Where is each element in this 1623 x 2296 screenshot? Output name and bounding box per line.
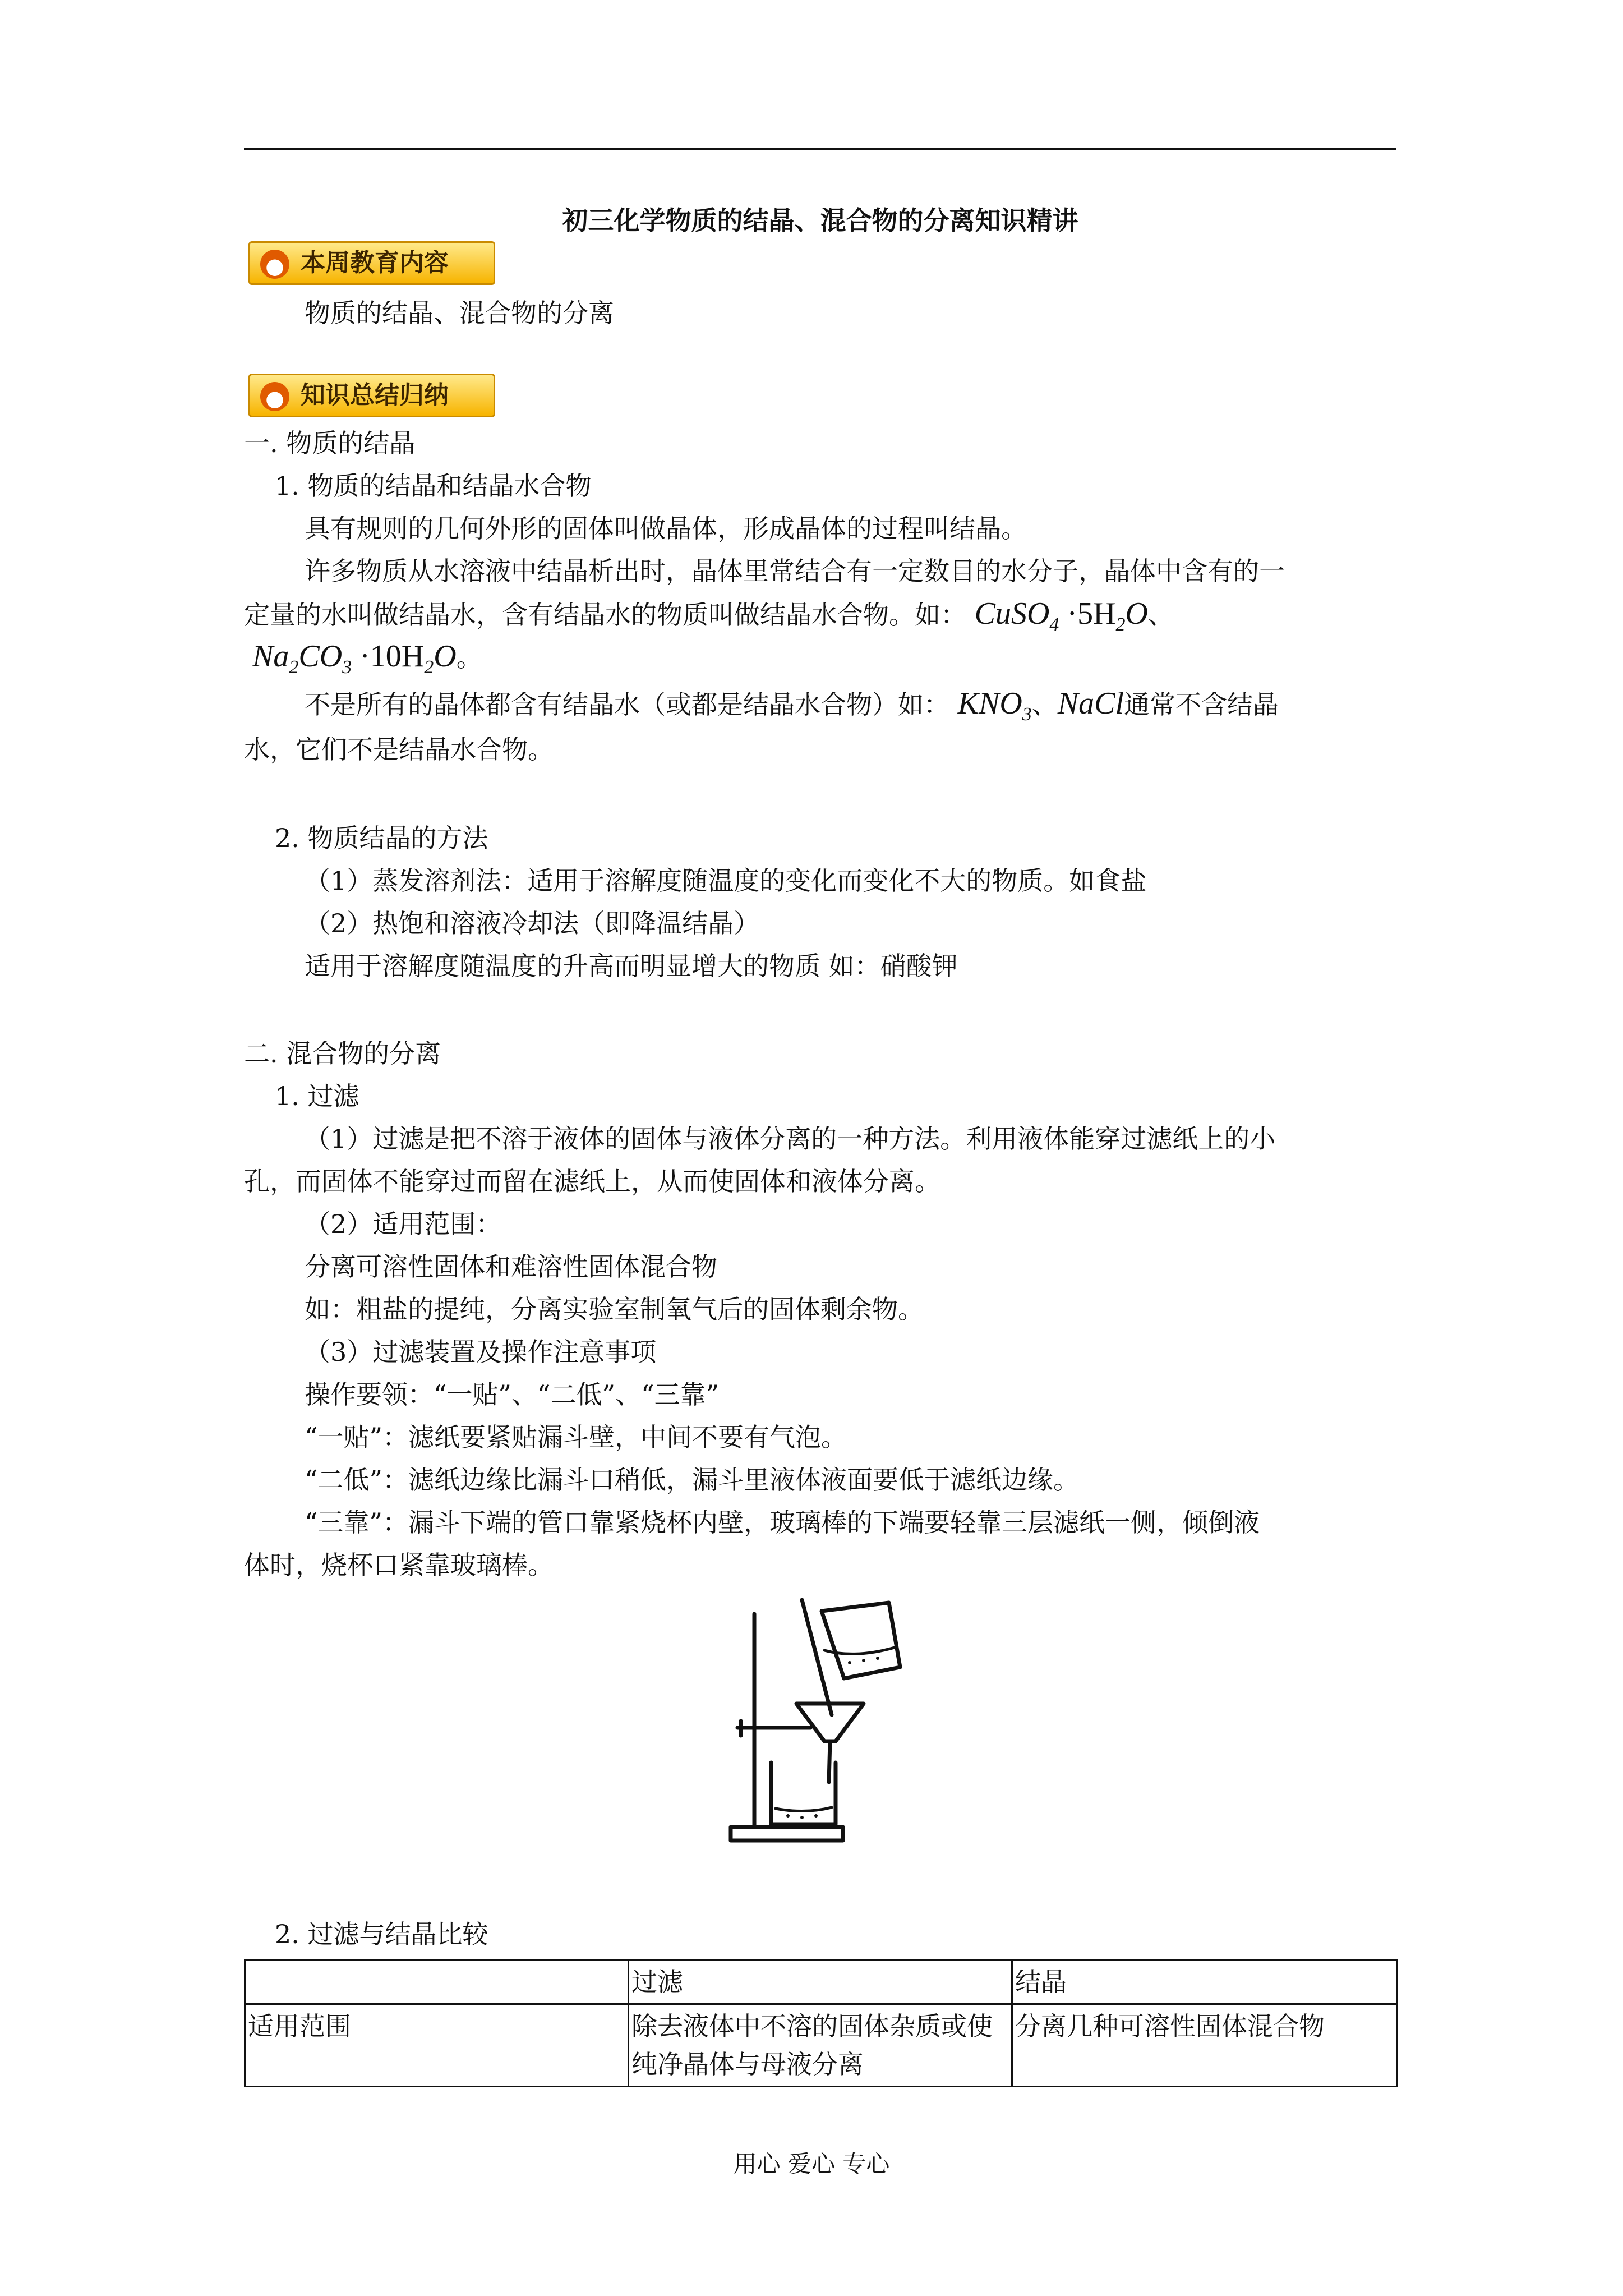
- paragraph: “三靠”：漏斗下端的管口靠紧烧杯内壁，玻璃棒的下端要轻靠三层滤纸一侧，倾倒液: [305, 1507, 1260, 1538]
- page-footer: 用心 爱心 专心: [733, 2150, 890, 2178]
- section-heading: 二. 混合物的分离: [244, 1038, 441, 1069]
- bullet-circle-icon: [260, 382, 289, 411]
- badge-week-content: [248, 241, 495, 285]
- paragraph-text: 不是所有的晶体都含有结晶水（或都是结晶水合物）如：: [305, 689, 949, 720]
- comparison-table: [244, 1959, 1398, 2087]
- receiving-beaker: [771, 1763, 836, 1824]
- paragraph: 水，它们不是结晶水合物。: [244, 734, 554, 765]
- paragraph: 如：粗盐的提纯，分离实验室制氧气后的固体剩余物。: [305, 1294, 924, 1324]
- paragraph: 许多物质从水溶液中结晶析出时，晶体里常结合有一定数目的水分子，晶体中含有的一: [305, 556, 1285, 586]
- filtration-apparatus-illustration: [726, 1589, 911, 1858]
- funnel-stem: [829, 1741, 830, 1782]
- paragraph: （1）过滤是把不溶于液体的固体与液体分离的一种方法。利用液体能穿过滤纸上的小: [305, 1124, 1276, 1154]
- badge-knowledge-summary: [248, 374, 495, 417]
- table-header-cell: 过滤: [629, 1960, 1012, 2004]
- glass-rod: [802, 1600, 832, 1715]
- subsection-heading: 2. 物质结晶的方法: [275, 823, 488, 853]
- subsection-heading: 1. 过滤: [275, 1081, 359, 1111]
- paragraph: （2）适用范围：: [305, 1209, 502, 1239]
- week-content-text: 物质的结晶、混合物的分离: [305, 298, 614, 328]
- paragraph-text: 通常不含结晶: [1124, 689, 1279, 720]
- period: 。: [456, 642, 482, 673]
- paragraph-text: 定量的水叫做结晶水，含有结晶水的物质叫做结晶水合物。如：: [244, 600, 966, 630]
- table-header-row: [245, 1960, 1397, 2004]
- paragraph: 分离可溶性固体和难溶性固体混合物: [305, 1251, 717, 1282]
- table-cell: 适用范围: [245, 2004, 629, 2087]
- paragraph: 不是所有的晶体都含有结晶水（或都是结晶水合物）如： $KNO_3$、NaCl通常不含结晶: [305, 686, 1279, 725]
- paragraph: “一贴”：滤纸要紧贴漏斗壁，中间不要有气泡。: [305, 1422, 847, 1452]
- paragraph: （3）过滤装置及操作注意事项: [305, 1337, 657, 1367]
- page-title: 初三化学物质的结晶、混合物的分离知识精讲: [562, 205, 1078, 236]
- pouring-beaker: [822, 1603, 900, 1678]
- table-row: [245, 2004, 1397, 2087]
- method-item: 适用于溶解度随温度的升高而明显增大的物质 如：硝酸钾: [305, 951, 958, 981]
- subsection-heading: 2. 过滤与结晶比较: [275, 1919, 488, 1949]
- table-cell: 分离几种可溶性固体混合物: [1012, 2004, 1397, 2087]
- paragraph: [244, 597, 1174, 642]
- method-item: （2）热饱和溶液冷却法（即降温结晶）: [305, 908, 760, 938]
- formula-cuso4: CuSO$_4$ $\cdot 5H_2O$: [974, 596, 1148, 636]
- table-header-cell: 结晶: [1012, 1960, 1397, 2004]
- subsection-heading: 1. 物质的结晶和结晶水合物: [275, 471, 592, 501]
- formula-nacl: NaCl: [1057, 686, 1124, 721]
- liquid-dots: [786, 1657, 879, 1819]
- separator: 、: [1147, 600, 1174, 630]
- header-rule: [244, 148, 1396, 150]
- bullet-circle-icon: [260, 250, 289, 279]
- paragraph: [252, 639, 482, 684]
- paragraph: 操作要领：“一贴”、“二低”、“三靠”: [305, 1379, 720, 1410]
- table-cell: 除去液体中不溶的固体杂质或使纯净晶体与母液分离: [629, 2004, 1012, 2087]
- method-item: （1）蒸发溶剂法：适用于溶解度随温度的变化而变化不大的物质。如食盐: [305, 866, 1147, 896]
- paragraph: 具有规则的几何外形的固体叫做晶体，形成晶体的过程叫结晶。: [305, 513, 1027, 544]
- paragraph: “二低”：滤纸边缘比漏斗口稍低，漏斗里液体液面要低于滤纸边缘。: [305, 1465, 1080, 1495]
- formula-na2co3: $Na_2CO_3 \cdot 10H_2O$: [252, 639, 457, 678]
- section-heading: 一. 物质的结晶: [244, 428, 416, 458]
- formula-kno3: $KNO_3$: [957, 686, 1032, 725]
- stand-base: [731, 1827, 843, 1841]
- badge-label: 知识总结归纳: [301, 381, 449, 409]
- paragraph: 孔，而固体不能穿过而留在滤纸上，从而使固体和液体分离。: [244, 1166, 940, 1197]
- paragraph: 体时，烧杯口紧靠玻璃棒。: [244, 1550, 554, 1580]
- badge-label: 本周教育内容: [301, 249, 449, 277]
- table-header-cell: [245, 1960, 629, 2004]
